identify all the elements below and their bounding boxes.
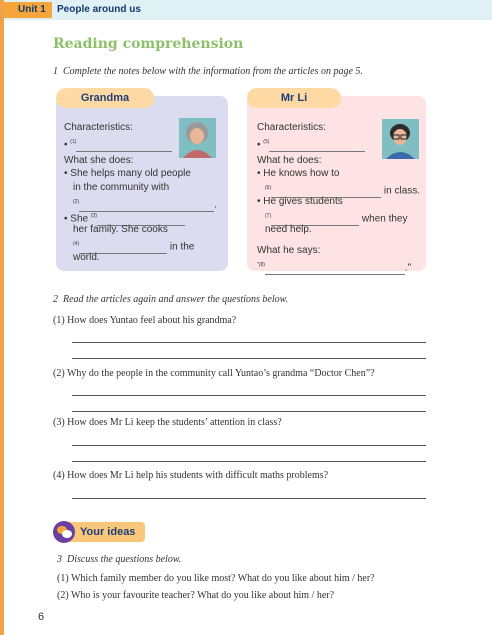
task3-text: Discuss the questions below. [67,554,182,565]
answer-blank-1[interactable] [76,151,172,152]
mrli-line-5: need help. [265,224,312,235]
answer-line-q4-a[interactable] [72,498,426,499]
section-title: Reading comprehension [53,36,244,52]
answer-line-q1-a[interactable] [72,342,426,343]
discuss-question-2: (2) Who is your favourite teacher? What do you like about him / her? [57,590,335,601]
mrli-line-2: in class. [383,185,421,197]
unit-header-bar [4,0,492,20]
answer-blank-5[interactable] [269,151,365,152]
blank-number-7: (7) [265,213,272,219]
answer-blank-8[interactable] [265,274,405,275]
blank-number-6: (6) [265,185,272,191]
unit-title: People around us [57,4,141,15]
speech-bubbles-icon [53,521,75,543]
discuss-question-1: (1) Which family member do you like most? What do you like about him / her? [57,573,375,584]
grandma-line-6: in the [169,241,195,253]
task2-text: Read the articles again and answer the questions below. [63,294,289,305]
unit-tag: Unit 1 [4,2,52,18]
task2-instruction [53,294,288,305]
task3-instruction [57,554,181,565]
blank-number-8: "(8) [257,262,265,268]
grandma-line-5: her family. She cooks [73,224,168,235]
mrli-line-1: • He knows how to [257,168,340,179]
task2-number: 2 [53,294,58,305]
blank-number-2: (2) [73,199,80,205]
mrli-blank-5[interactable]: • $^{(5)}$ [257,135,365,152]
blank-number-3: (3) [90,213,97,219]
answer-line-q2-b[interactable] [72,411,426,412]
answer-line-q1-b[interactable] [72,358,426,359]
what-he-says-label: What he says: [257,245,321,256]
question-3: (3) How does Mr Li keep the students’ attention in class? [53,417,282,428]
grandma-blank-1[interactable]: • $^{(1)}$ [64,135,172,152]
what-he-does-label: What he does: [257,155,322,166]
mrli-blank-8[interactable]: $^{"(8)}$ ." [257,262,412,274]
task3-number: 3 [57,554,62,565]
mrli-line-3: • He gives students [257,196,343,207]
man-with-glasses-icon [382,119,419,159]
task1-instruction [53,66,363,77]
answer-line-q2-a[interactable] [72,395,426,396]
blank-number-1: (1) [70,139,77,145]
mrli-line-4: when they [361,213,408,225]
grandma-line-1: • She helps many old people [64,168,191,179]
grandma-characteristics-label: Characteristics: [64,122,133,133]
task1-number: 1 [53,66,58,77]
your-ideas-label: Your ideas [80,526,136,538]
answer-line-q3-a[interactable] [72,445,426,446]
grandma-line-2: in the community with [73,182,170,193]
blank-number-5: (5) [263,139,270,145]
left-margin-rule [0,0,4,635]
mrli-characteristics-label: Characteristics: [257,122,326,133]
page-number: 6 [38,611,45,623]
mrli-card-title: Mr Li [247,88,341,108]
elderly-woman-icon [179,118,216,158]
what-she-does-label: What she does: [64,155,134,166]
question-1: (1) How does Yuntao feel about his grandma? [53,315,237,326]
grandma-line-7: world. [73,252,100,263]
answer-line-q3-b[interactable] [72,461,426,462]
question-2: (2) Why do the people in the community call Yuntao’s grandma “Doctor Chen”? [53,368,375,379]
grandma-blank-2[interactable]: $^{(2)}$ . [73,199,217,211]
your-ideas-badge [53,521,145,543]
blank-number-4: (4) [73,241,80,247]
grandma-line-4: • She [64,213,89,225]
question-4: (4) How does Mr Li help his students with difficult maths problems? [53,470,329,481]
grandma-card-title: Grandma [56,88,154,108]
task1-text: Complete the notes below with the information from the articles on page 5. [63,66,363,77]
